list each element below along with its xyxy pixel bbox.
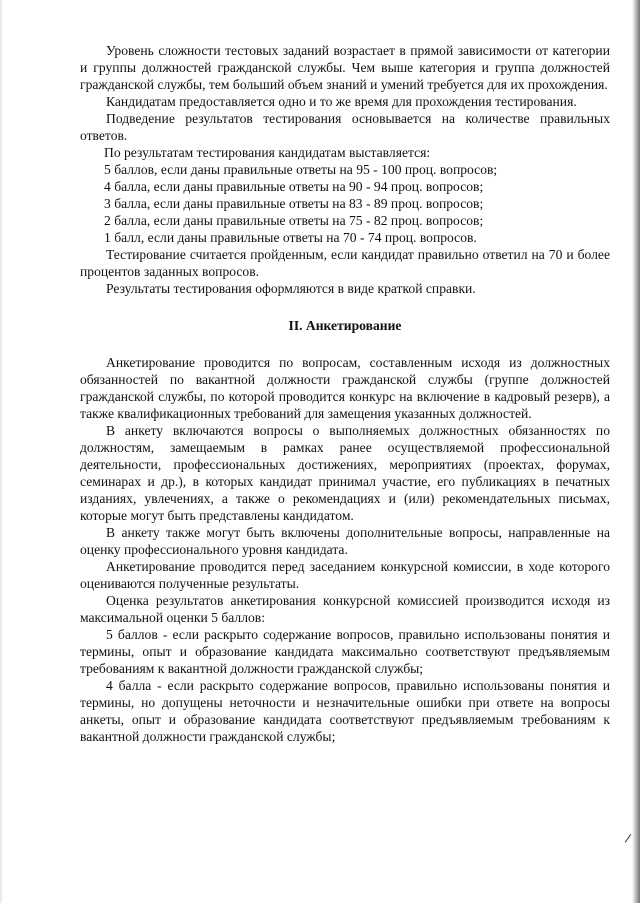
document-page <box>80 42 610 745</box>
paragraph-report: Результаты тестирования оформляются в виде краткой справки. <box>106 281 476 296</box>
paragraph-survey-basis: Анкетирование проводится по вопросам, составленным исходя из должностных обязанностей по вакантной должности гражданской службы (группе должностей гражданской службы, по которой проводится конкурс на включение в кадровый резерв), а также квалификационных требований для замещения указанных должностей. <box>80 355 610 421</box>
scan-left-edge <box>0 0 2 903</box>
score-line-3: 3 балла, если даны правильные ответы на 83 - 89 проц. вопросов; <box>104 196 484 211</box>
paragraph-results-basis: Подведение результатов тестирования основывается на количестве правильных ответов. <box>80 111 610 143</box>
section-heading: II. Анкетирование <box>288 318 402 333</box>
score-line-5: 5 баллов, если даны правильные ответы на 95 - 100 проц. вопросов; <box>104 162 498 177</box>
paragraph-time: Кандидатам предоставляется одно и то же время для прохождения тестирования. <box>106 94 577 109</box>
paragraph-grade-4: 4 балла - если раскрыто содержание вопросов, правильно использованы понятия и термины, но допущены неточности и незначительные ошибки при ответе на вопросы анкеты, опыт и образование кандидата соответствуют предъявляемым требованиям к вакантной должности гражданской службы; <box>80 678 610 744</box>
score-line-4: 4 балла, если даны правильные ответы на 90 - 94 проц. вопросов; <box>104 179 484 194</box>
paragraph-additional-questions: В анкету также могут быть включены дополнительные вопросы, направленные на оценку профессионального уровня кандидата. <box>80 525 610 557</box>
score-line-2: 2 балла, если даны правильные ответы на 75 - 82 проц. вопросов; <box>104 213 484 228</box>
paragraph-survey-content: В анкету включаются вопросы о выполняемых должностных обязанностях по должностям, замещаемым в рамках ранее осуществляемой профессиональной деятельности, профессиональных достижениях, мероприятиях (проектах, форумах, семинарах и др.), в которых кандидат принимал участие, его публикациях в печатных изданиях, увлечениях, а также о рекомендациях и (или) рекомендательных письмах, которые могут быть представлены кандидатом. <box>80 423 610 523</box>
paragraph-scores-intro: По результатам тестирования кандидатам выставляется: <box>104 145 431 160</box>
paragraph-pass-criteria: Тестирование считается пройденным, если кандидат правильно ответил на 70 и более процентов заданных вопросов. <box>80 247 610 279</box>
paragraph-evaluation: Оценка результатов анкетирования конкурсной комиссией производится исходя из максимальной оценки 5 баллов: <box>80 593 610 625</box>
scan-right-edge-shadow <box>632 0 640 903</box>
paragraph-grade-5: 5 баллов - если раскрыто содержание вопросов, правильно использованы понятия и термины, опыт и образование кандидата максимально соответствуют предъявляемым требованиям к вакантной должности гражданской службы; <box>80 627 610 676</box>
paragraph-difficulty: Уровень сложности тестовых заданий возрастает в прямой зависимости от категории и группы должностей гражданской службы. Чем выше категория и группа должностей гражданской службы, тем больший объем знаний и умений требуется для их прохождения. <box>80 43 610 92</box>
score-line-1: 1 балл, если даны правильные ответы на 70 - 74 проц. вопросов. <box>104 230 477 245</box>
paragraph-survey-timing: Анкетирование проводится перед заседанием конкурсной комиссии, в ходе которого оцениваются полученные результаты. <box>80 559 610 591</box>
